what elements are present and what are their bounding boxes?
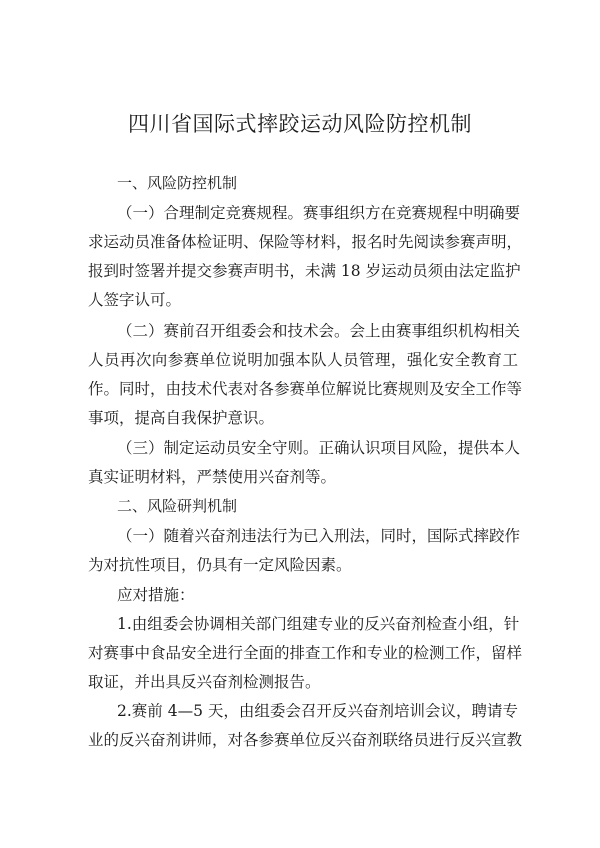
text-line: 取证，并出具反兴奋剂检测报告。 — [88, 673, 321, 691]
text-line: 真实证明材料，严禁使用兴奋剂等。 — [88, 468, 337, 486]
document-title: 四川省国际式摔跤运动风险防控机制 — [128, 112, 472, 136]
text-line: 人员再次向参赛单位说明加强本队人员管理，强化安全教育工 — [88, 351, 518, 369]
section-heading-risk-assessment: 二、风险研判机制 — [117, 497, 238, 515]
text-line: 作。同时，由技术代表对各参赛单位解说比赛规则及安全工作等 — [88, 380, 523, 398]
section-heading-risk-control: 一、风险防控机制 — [117, 174, 238, 192]
text-line: （一）合理制定竞赛规程。赛事组织方在竞赛规程中明确要 — [117, 204, 521, 222]
text-line: 求运动员准备体检证明、保险等材料，报名时先阅读参赛声明， — [88, 233, 523, 251]
text-line: 人签字认可。 — [88, 291, 182, 309]
text-line: 1.由组委会协调相关部门组建专业的反兴奋剂检查小组，针 — [117, 615, 520, 633]
text-line: （三）制定运动员安全守则。正确认识项目风险，提供本人 — [117, 439, 521, 457]
text-line: 报到时签署并提交参赛声明书，未满 18 岁运动员须由法定监护 — [88, 262, 521, 280]
text-line: （二）赛前召开组委会和技术会。会上由赛事组织机构相关 — [117, 322, 521, 340]
text-line: 对赛事中食品安全进行全面的排查工作和专业的检测工作，留样 — [88, 644, 523, 662]
text-line: 事项，提高自我保护意识。 — [88, 409, 275, 427]
text-line: （一）随着兴奋剂违法行为已入刑法，同时，国际式摔跤作 — [117, 527, 521, 545]
text-line: 2.赛前 4—5 天，由组委会召开反兴奋剂培训会议，聘请专 — [117, 702, 518, 720]
measures-label: 应对措施： — [117, 586, 195, 604]
text-line: 业的反兴奋剂讲师，对各参赛单位反兴奋剂联络员进行反兴宣教 — [88, 731, 523, 749]
text-line: 为对抗性项目，仍具有一定风险因素。 — [88, 556, 352, 574]
